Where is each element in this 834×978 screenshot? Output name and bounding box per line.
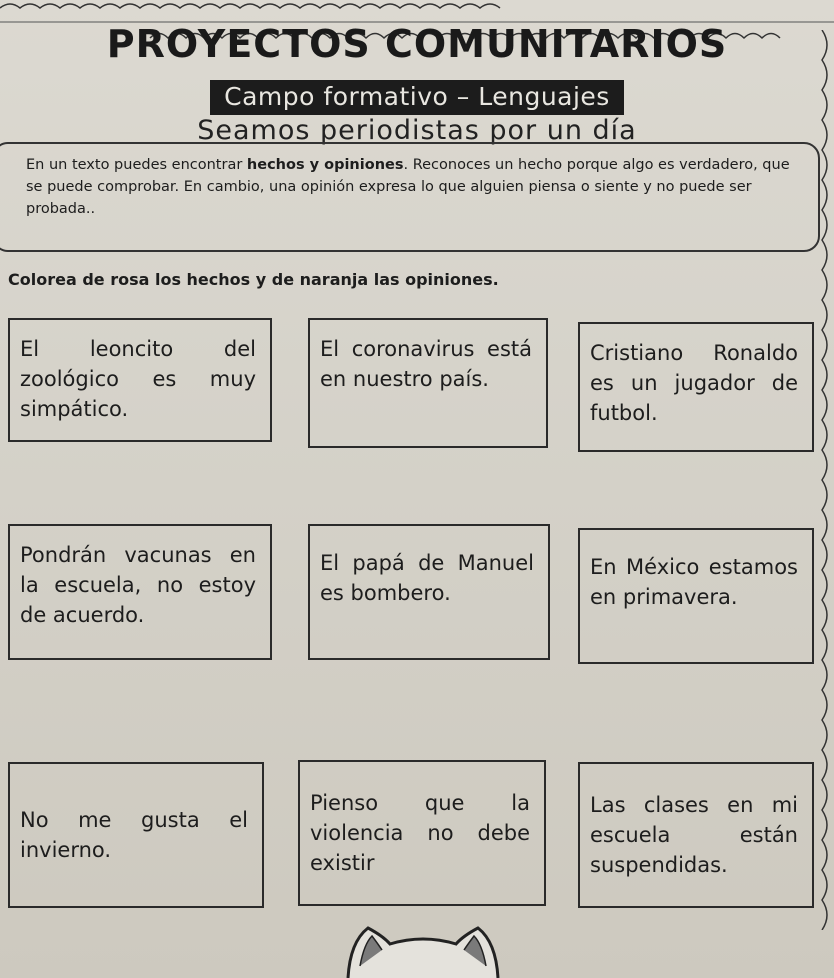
statement-text: Cristiano Ronaldo es un jugador de futbol. bbox=[590, 341, 798, 425]
intro-text-part2: . Reconoces un hecho porque algo es verdadero, que se puede comprobar. En cambio, una opinión expresa lo que alguien piensa o siente y no puede ser probada.. bbox=[26, 157, 790, 217]
statement-card-4[interactable] bbox=[8, 524, 272, 660]
statement-card-1[interactable] bbox=[8, 318, 272, 442]
statement-text: Pienso que la violencia no debe existir bbox=[310, 791, 530, 875]
intro-text-bold: hechos y opiniones bbox=[246, 157, 404, 173]
statement-card-3[interactable] bbox=[578, 322, 814, 452]
statement-card-5[interactable] bbox=[308, 524, 550, 660]
cat-mascot-icon bbox=[338, 922, 508, 978]
cloud-border-right bbox=[820, 30, 834, 930]
statement-text: En México estamos en primavera. bbox=[590, 555, 798, 609]
intro-text-part1: En un texto puedes encontrar bbox=[26, 157, 247, 173]
statement-text: El papá de Manuel es bombero. bbox=[320, 551, 534, 605]
statement-text: El coronavirus está en nuestro país. bbox=[320, 337, 532, 391]
activity-instruction: Colorea de rosa los hechos y de naranja las opiniones. bbox=[8, 270, 499, 289]
page-title: PROYECTOS COMUNITARIOS bbox=[106, 22, 728, 66]
statement-card-8[interactable] bbox=[298, 760, 546, 906]
statement-text: Las clases en mi escuela están suspendidas. bbox=[590, 793, 798, 877]
page-subtitle: Seamos periodistas por un día bbox=[197, 115, 637, 146]
statement-text: No me gusta el invierno. bbox=[20, 808, 248, 862]
subject-banner: Campo formativo – Lenguajes bbox=[210, 80, 624, 115]
statement-card-9[interactable] bbox=[578, 762, 814, 908]
intro-text-box bbox=[0, 142, 820, 252]
statement-text: Pondrán vacunas en la escuela, no estoy de acuerdo. bbox=[20, 543, 256, 627]
statement-text: El leoncito del zoológico es muy simpático. bbox=[20, 337, 256, 421]
statement-card-6[interactable] bbox=[578, 528, 814, 664]
statement-card-2[interactable] bbox=[308, 318, 548, 448]
statement-card-7[interactable] bbox=[8, 762, 264, 908]
